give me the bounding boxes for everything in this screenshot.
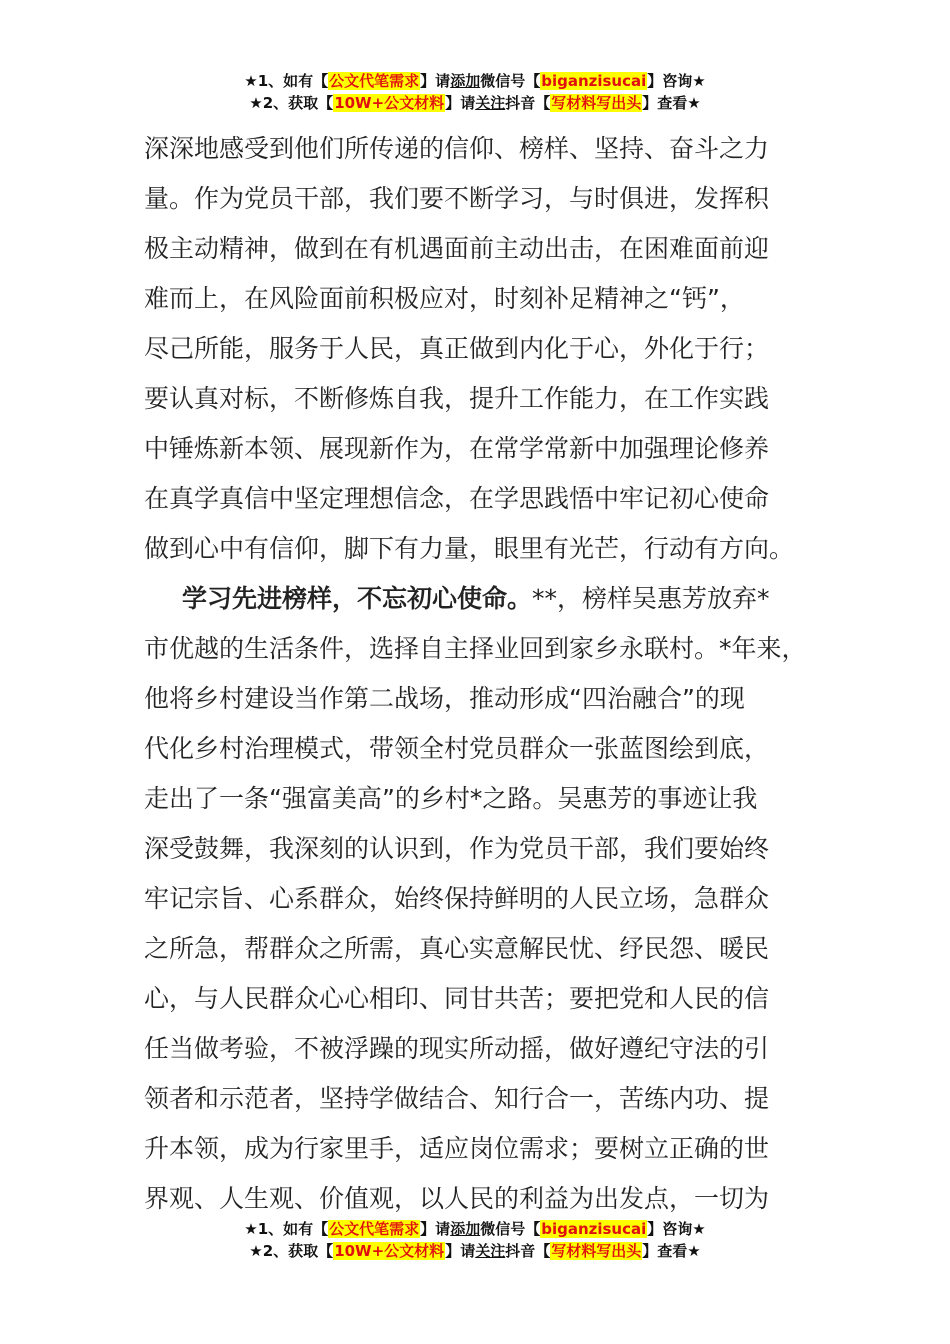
top-promo-banner — [0, 70, 950, 114]
highlight-writing-service: 公文代笔需求 — [329, 72, 420, 90]
body-line: 深深地感受到他们所传递的信仰、榜样、坚持、奋斗之力 — [144, 134, 770, 163]
highlight-materials: 10W+公文材料 — [334, 1242, 445, 1260]
bottom-promo-banner — [0, 1218, 950, 1262]
promo-emphasis: 关注 — [475, 94, 506, 112]
highlight-douyin-account: 写材料写出头 — [551, 1242, 642, 1260]
promo-text: 抖音【 — [505, 1242, 551, 1260]
promo-line-2 — [0, 92, 950, 114]
promo-emphasis: 添加 — [450, 72, 481, 90]
promo-text: 】请 — [420, 1220, 451, 1238]
body-line: 任当做考验，不被浮躁的现实所动摇，做好遵纪守法的引 — [144, 1034, 770, 1063]
highlight-douyin-account: 写材料写出头 — [551, 94, 642, 112]
body-line: 尽己所能，服务于人民，真正做到内化于心，外化于行； — [144, 334, 770, 363]
promo-text: 抖音【 — [505, 94, 551, 112]
body-line: 做到心中有信仰，脚下有力量，眼里有光芒，行动有方向。 — [144, 534, 795, 563]
promo-text: 】请 — [420, 72, 451, 90]
body-line: 他将乡村建设当作第二战场，推动形成“四治融合”的现 — [144, 684, 745, 713]
body-line: 量。作为党员干部，我们要不断学习，与时俱进，发挥积 — [144, 184, 770, 213]
document-body — [144, 124, 834, 1224]
body-line: 难而上，在风险面前积极应对，时刻补足精神之“钙”， — [144, 284, 745, 313]
promo-text: 】咨询★ — [647, 1220, 706, 1238]
highlight-writing-service: 公文代笔需求 — [329, 1220, 420, 1238]
promo-line-1 — [0, 1218, 950, 1240]
body-line: 牢记宗旨、心系群众，始终保持鲜明的人民立场，急群众 — [144, 884, 770, 913]
body-line: 领者和示范者，坚持学做结合、知行合一，苦练内功、提 — [144, 1084, 770, 1113]
promo-text: 】查看★ — [642, 1242, 701, 1260]
highlight-wechat-id: biganzisucai — [541, 1220, 647, 1238]
body-line: 界观、人生观、价值观，以人民的利益为出发点，一切为 — [144, 1184, 770, 1213]
body-line: 市优越的生活条件，选择自主择业回到家乡永联村。*年来， — [144, 634, 807, 663]
body-line: 升本领，成为行家里手，适应岗位需求；要树立正确的世 — [144, 1134, 770, 1163]
promo-line-2 — [0, 1240, 950, 1262]
promo-text: 】请 — [445, 94, 476, 112]
promo-text: 微信号【 — [480, 1220, 541, 1238]
promo-emphasis: 关注 — [475, 1242, 506, 1260]
promo-emphasis: 添加 — [450, 1220, 481, 1238]
paragraph-2-first-line — [144, 574, 834, 624]
promo-text: ★2、获取【 — [249, 1242, 334, 1260]
paragraph-heading: 学习先进榜样，不忘初心使命。 — [182, 584, 533, 613]
body-line: 深受鼓舞，我深刻的认识到，作为党员干部，我们要始终 — [144, 834, 770, 863]
body-line: 在真学真信中坚定理想信念，在学思践悟中牢记初心使命 — [144, 484, 770, 513]
body-line: 之所急，帮群众之所需，真心实意解民忧、纾民怨、暖民 — [144, 934, 770, 963]
promo-text: ★1、如有【 — [244, 1220, 329, 1238]
promo-line-1 — [0, 70, 950, 92]
promo-text: 】查看★ — [642, 94, 701, 112]
highlight-materials: 10W+公文材料 — [334, 94, 445, 112]
body-line: 中锤炼新本领、展现新作为，在常学常新中加强理论修养 — [144, 434, 770, 463]
body-line: 走出了一条“强富美高”的乡村*之路。吴惠芳的事迹让我 — [144, 784, 758, 813]
promo-text: 微信号【 — [480, 72, 541, 90]
body-line-rest: **，榜样吴惠芳放弃* — [532, 584, 770, 613]
body-line: 代化乡村治理模式，带领全村党员群众一张蓝图绘到底， — [144, 734, 770, 763]
promo-text: 】请 — [445, 1242, 476, 1260]
promo-text: 】咨询★ — [647, 72, 706, 90]
body-line: 极主动精神，做到在有机遇面前主动出击，在困难面前迎 — [144, 234, 770, 263]
promo-text: ★2、获取【 — [249, 94, 334, 112]
body-line: 心，与人民群众心心相印、同甘共苦；要把党和人民的信 — [144, 984, 770, 1013]
highlight-wechat-id: biganzisucai — [541, 72, 647, 90]
promo-text: ★1、如有【 — [244, 72, 329, 90]
body-line: 要认真对标，不断修炼自我，提升工作能力，在工作实践 — [144, 384, 770, 413]
